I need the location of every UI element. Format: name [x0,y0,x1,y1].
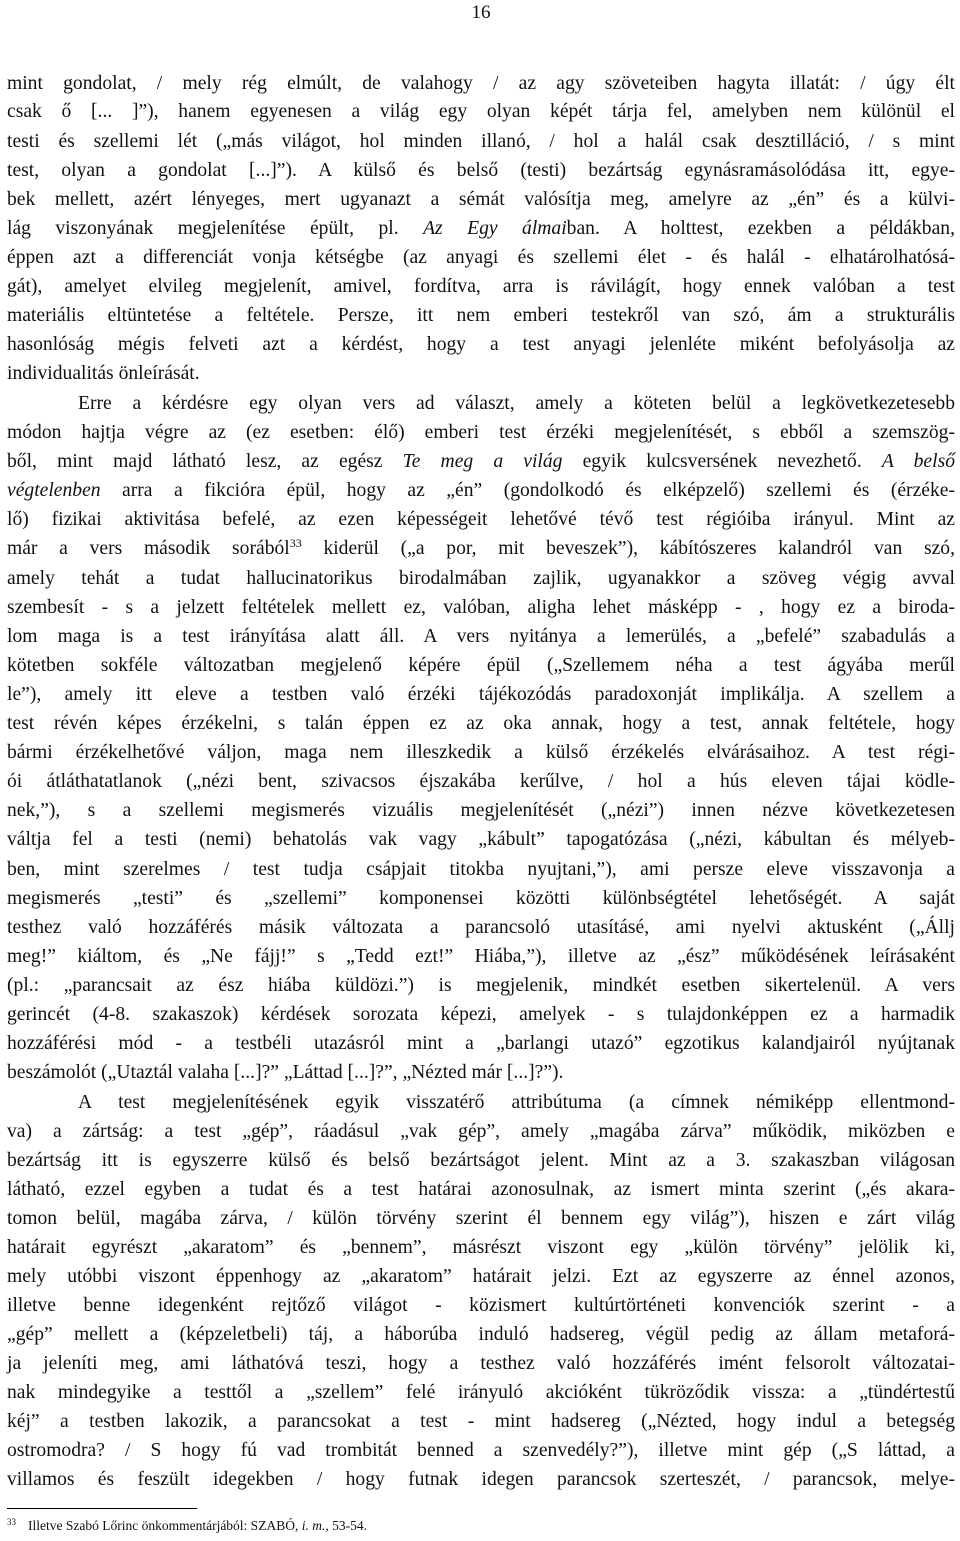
footnote-reference: 33 [289,536,302,550]
text-line [7,942,955,971]
text-line [7,593,955,622]
text-line [7,622,955,651]
text-line [7,1117,955,1146]
text-run: testhez való hozzáférés másik változata a parancsoló utasításé, ami nyelvi aktusként („Állj [7,917,955,938]
text-line [7,534,955,563]
text-run: nek,”), s a szellemi megismerés vizuális megjelenítését („nézi”) innen nézve következetesen [7,800,955,821]
text-run: meg!” kiáltom, és „Ne fájj!” s „Tedd ezt!” Hiába,”), illetve az „ész” működésének leírásaként [7,946,955,967]
text-run: kiderül („a por, mit beveszek”), kábítószeres kalandról van szó, [301,538,955,559]
footnote [7,1516,367,1536]
text-line [7,1465,955,1494]
text-run: már a vers második sorából [7,538,290,559]
text-run: Erre a kérdésre egy olyan vers ad választ, amely a köteten belül a legkövetkezetesebb [78,393,955,414]
text-line [78,389,955,418]
text-line [7,1378,955,1407]
text-line [7,1029,955,1058]
page-number: 16 [471,2,491,23]
text-run: materiális eltüntetése a feltétele. Persze, itt nem emberi testekről van szó, ám a strukturális [7,305,955,326]
text-run: csak ő [... ]”), hanem egyenesen a világ egy olyan képét tárja fel, amelyben nem különül el [7,101,955,122]
text-run: „gép” mellett a (képzeletbeli) táj, a háborúba induló hadsereg, végül pedig az állam metaforá- [7,1324,955,1345]
text-line [7,1291,955,1320]
text-run: módon hajtja végre az (ez esetben: élő) emberi test érzéki megjelenítését, s ebből a szemszög- [7,422,955,443]
text-line [7,185,955,214]
italic-text: végtelenben [7,480,101,501]
text-run: mint gondolat, / mely rég elmúlt, de valahogy / az agy szöveteiben hagyta illatát: / úgy élt [7,73,955,94]
text-line [7,825,955,854]
text-line [7,651,955,680]
text-run: ből, mint majd látható lesz, az egész [7,451,403,472]
text-run: szembesít - s a jelzett feltételek mellett ez, valóban, aligha lehet másképp - , hogy ez a biroda- [7,597,955,618]
text-run: ben, mint szerelmes / test tudja csápjait titokba nyujtani,”), ami persze eleve visszavonja a [7,859,955,880]
text-line [7,1175,955,1204]
text-line [7,243,955,272]
text-line [7,447,955,476]
italic-text: i. m. [301,1518,326,1533]
text-line [7,1058,955,1087]
text-run: bek mellett, azért lényeges, mert ugyanazt a sémát valósítja meg, amelyre az „én” és a külvi- [7,189,955,210]
text-line [7,767,955,796]
text-run: amely tehát a tudat hallucinatorikus birodalmában zajlik, ugyanakkor a szöveg végig avval [7,568,955,589]
text-run: nak mindegyike a testtől a „szellem” felé irányuló akcióként tükröződik vissza: a „tündértestű [7,1382,955,1403]
text-run: gát), amelyet elvileg megjelenít, amivel, fordítva, arra is rávilágít, hogy ennek valóban a test [7,276,955,297]
text-line [7,418,955,447]
text-line [7,738,955,767]
text-line [7,97,955,126]
text-line [7,156,955,185]
text-line [7,69,955,98]
text-run: va) a zártság: a test „gép”, ráadásul „vak gép”, amely „magába zárva” működik, miközben e [7,1121,955,1142]
text-line [7,272,955,301]
text-run: hozzáférési mód - a testbéli utazásról mint a „barlangi utazó” egzotikus kalandjairól nyújtanak [7,1033,955,1054]
text-run: ja jeleníti meg, ami láthatóvá teszi, hogy a testhez való hozzáférés imént felsorolt változatai- [7,1353,955,1374]
text-run: egyik kulcsversének nevezhető. [562,451,882,472]
italic-text: Az Egy álmai [423,218,567,239]
text-run: arra a fikcióra épül, hogy az „én” (gondolkodó és elképzelő) szellemi és (érzéke- [100,480,955,501]
text-line [7,564,955,593]
text-run: határait egyrészt „akaratom” és „bennem”, másrészt viszont egy „külön törvény” jelölik ki, [7,1237,955,1258]
text-line [7,1146,955,1175]
text-run: test, olyan a gondolat [...]”). A külső és belső (testi) bezártság egynásramásolódása itt, egye- [7,160,955,181]
text-line [7,330,955,359]
italic-text: A belső [881,451,955,472]
text-run: kéj” a testben lakozik, a parancsokat a test - mint hadsereg („Nézted, hogy indul a betegség [7,1411,955,1432]
text-run: test révén képes érzékelni, s talán éppen ez az oka annak, hogy a test, annak feltétele, hogy [7,713,955,734]
text-line [7,796,955,825]
text-line [7,1407,955,1436]
text-line [7,1262,955,1291]
text-run: éppen azt a differenciát vonja kétségbe (az anyagi és szellemi élet - és halál - elhatárolhatósá- [7,247,955,268]
text-line [7,505,955,534]
text-run: testi és szellemi lét („más világot, hol minden illanó, / hol a halál csak desztilláció, / s mint [7,131,955,152]
text-line [7,971,955,1000]
text-line [7,1320,955,1349]
text-run: bármi érzékelhetővé váljon, maga nem illeszkedik a külső érzékelés elvárásaihoz. A test régi- [7,742,955,763]
text-line [7,709,955,738]
footnote-divider [7,1508,197,1509]
text-run: , 53-54. [325,1518,367,1533]
text-run: lom maga is a test irányítása alatt áll. A vers nyitánya a lemerülés, a „befelé” szabadulás a [7,626,955,647]
text-run: lő) fizikai aktivitása befelé, az ezen képességeit lehetővé tévő test régióiba irányul. Mint az [7,509,955,530]
footnote-number: 33 [7,1517,16,1527]
text-run: ostromodra? / S hogy fú vad trombitát benned a szenvedély?”), illetve mint gép („S láttad, a [7,1440,955,1461]
text-run: váltja fel a testi (nemi) behatolás vak vagy „kábult” tapogatózása („nézi, kábultan és mélyeb- [7,829,955,850]
text-run: ban. A holttest, ezekben a példákban, [566,218,955,239]
text-line [78,1088,955,1117]
text-line [7,855,955,884]
footnote-text [28,1518,367,1533]
text-line [7,1436,955,1465]
text-run: villamos és feszült idegekben / hogy futnak idegen parancsok szerteszét, / parancsok, melye- [7,1469,955,1490]
text-run: ói átláthatatlanok („nézi bent, szivacsos éjszakába kerűlve, / hol a hús eleven tájai ködle- [7,771,955,792]
text-line [7,1349,955,1378]
text-line [7,1000,955,1029]
text-run: Illetve Szabó Lőrinc önkommentárjából: SZABÓ, [28,1518,302,1533]
text-run: hasonlóság mégis felveti azt a kérdést, hogy a test anyagi jelenléte miként befolyásolja az [7,334,955,355]
text-run: lág viszonyának megjelenítése épült, pl. [7,218,424,239]
text-line [7,359,955,388]
text-line [7,214,955,243]
text-line [7,301,955,330]
text-line [7,476,955,505]
italic-text: Te meg a világ [402,451,563,472]
text-run: gerincét (4-8. szakaszok) kérdések sorozata képezi, amelyek - s tulajdonképpen ez a harmadik [7,1004,955,1025]
text-run: (pl.: „parancsait az ész hiába küldözi.”) is megjelenik, mindkét esetben sikertelenül. A vers [7,975,955,996]
text-run: mely utóbbi viszont éppenhogy az „akaratom” határait jelzi. Ezt az egyszerre az énnel azonos, [7,1266,955,1287]
text-run: megismerés „testi” és „szellemi” komponensei közötti különbségtétel lehetőségét. A saját [7,888,955,909]
text-line [7,884,955,913]
text-run: A test megjelenítésének egyik visszatérő attribútuma (a címnek némiképp ellentmond- [78,1092,955,1113]
text-line [7,1233,955,1262]
text-run: individualitás önleírását. [7,363,200,384]
text-line [7,913,955,942]
text-run: tomon belül, magába zárva, / külön törvény szerint él bennem egy világ”), hiszen e zárt világ [7,1208,955,1229]
text-run: illetve benne idegenként rejtőző világot - közismert kultúrtörténeti konvenciók szerint - a [7,1295,955,1316]
text-run: kötetben sokféle változatban megjelenő képére épül („Szellemem néha a test ágyába merűl [7,655,955,676]
text-line [7,680,955,709]
text-run: le”), amely itt eleve a testben való érzéki tájékozódás paradoxonját implikálja. A szellem a [7,684,955,705]
text-run: látható, ezzel egyben a tudat és a test határai azonosulnak, az ismert minta szerint („és akara- [7,1179,955,1200]
text-line [7,1204,955,1233]
text-run: bezártság itt is egyszerre külső és belső bezártságot jelent. Mint az a 3. szakaszban világosan [7,1150,955,1171]
text-run: beszámolót („Utaztál valaha [...]?” „Láttad [...]?”, „Nézted már [...]?”). [7,1062,564,1083]
text-line [7,127,955,156]
